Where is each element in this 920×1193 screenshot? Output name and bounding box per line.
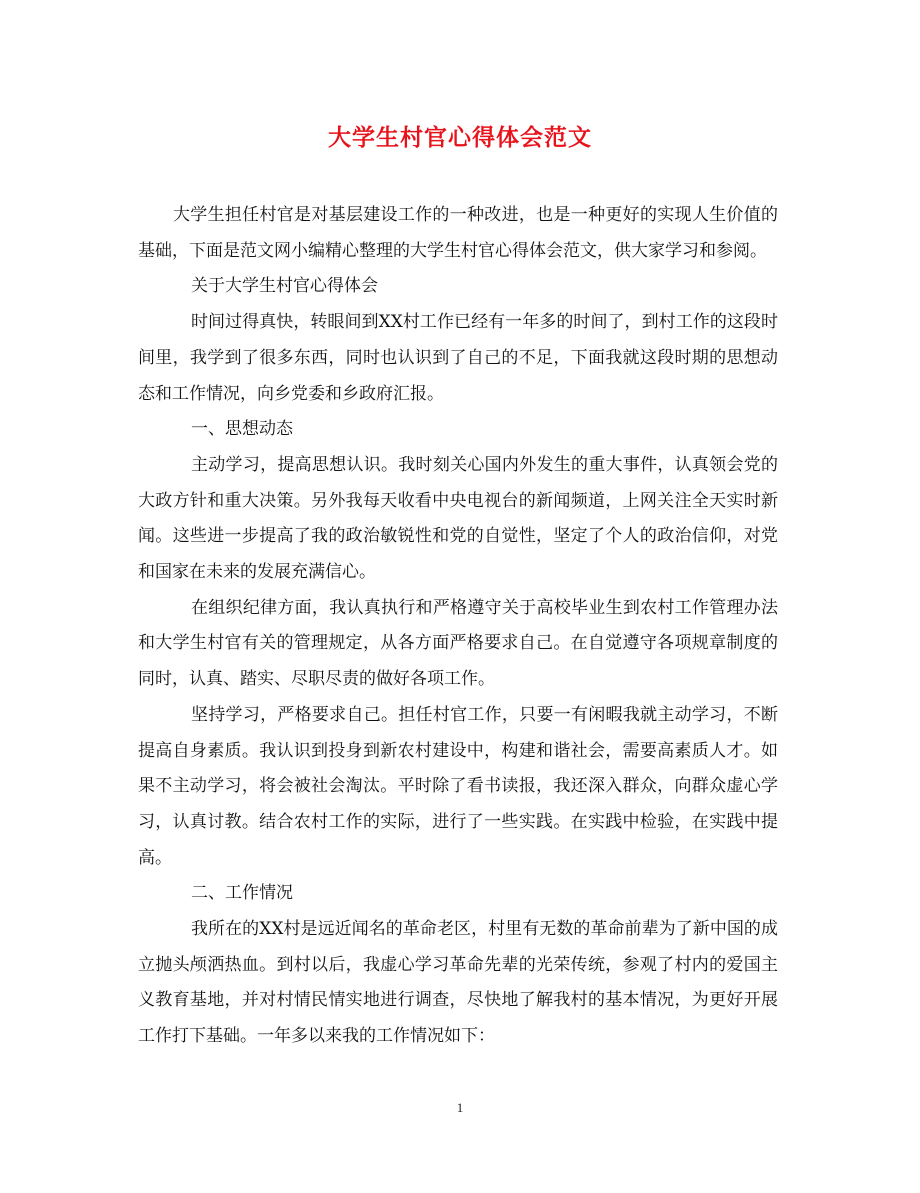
paragraph-intro: 大学生担任村官是对基层建设工作的一种改进，也是一种更好的实现人生价值的基础，下面是范文网小编精心整理的大学生村官心得体会范文，供大家学习和参阅。	[138, 205, 778, 261]
paragraph-village: 我所在的XX村是远近闻名的革命老区，村里有无数的革命前辈为了新中国的成立抛头颅洒热血。到村以后，我虚心学习革命先辈的光荣传统，参观了村内的爱国主义教育基地，并对村情民情实地进行调查，尽快地了解我村的基本情况，为更好开展工作打下基础。一年多以来我的工作情况如下：	[138, 919, 778, 1047]
document-body	[138, 198, 778, 1055]
paragraph-discipline: 在组织纪律方面，我认真执行和严格遵守关于高校毕业生到农村工作管理办法和大学生村官有关的管理规定，从各方面严格要求自己。在自觉遵守各项规章制度的同时，认真、踏实、尽职尽责的做好各项工作。	[138, 597, 778, 690]
paragraph-self-requirement: 坚持学习，严格要求自己。担任村官工作，只要一有闲暇我就主动学习，不断提高自身素质。我认识到投身到新农村建设中，构建和谐社会，需要高素质人才。如果不主动学习，将会被社会淘汰。平时除了看书读报，我还深入群众，向群众虚心学习，认真讨教。结合农村工作的实际，进行了一些实践。在实践中检验，在实践中提高。	[138, 704, 778, 868]
document-title: 大学生村官心得体会范文	[328, 124, 592, 151]
section-heading-work: 二、工作情况	[191, 883, 293, 904]
section-heading-thoughts: 一、思想动态	[191, 419, 293, 440]
paragraph-study: 主动学习，提高思想认识。我时刻关心国内外发生的重大事件，认真领会党的大政方针和重大决策。另外我每天收看中央电视台的新闻频道，上网关注全天实时新闻。这些进一步提高了我的政治敏锐性和党的自觉性，坚定了个人的政治信仰，对党和国家在未来的发展充满信心。	[138, 454, 778, 583]
section-heading-about: 关于大学生村官心得体会	[191, 276, 378, 297]
paragraph-overview: 时间过得真快，转眼间到XX村工作已经有一年多的时间了，到村工作的这段时间里，我学到了很多东西，同时也认识到了自己的不足，下面我就这段时期的思想动态和工作情况，向乡党委和乡政府汇报。	[138, 312, 778, 404]
page-number: 1	[456, 1100, 464, 1115]
